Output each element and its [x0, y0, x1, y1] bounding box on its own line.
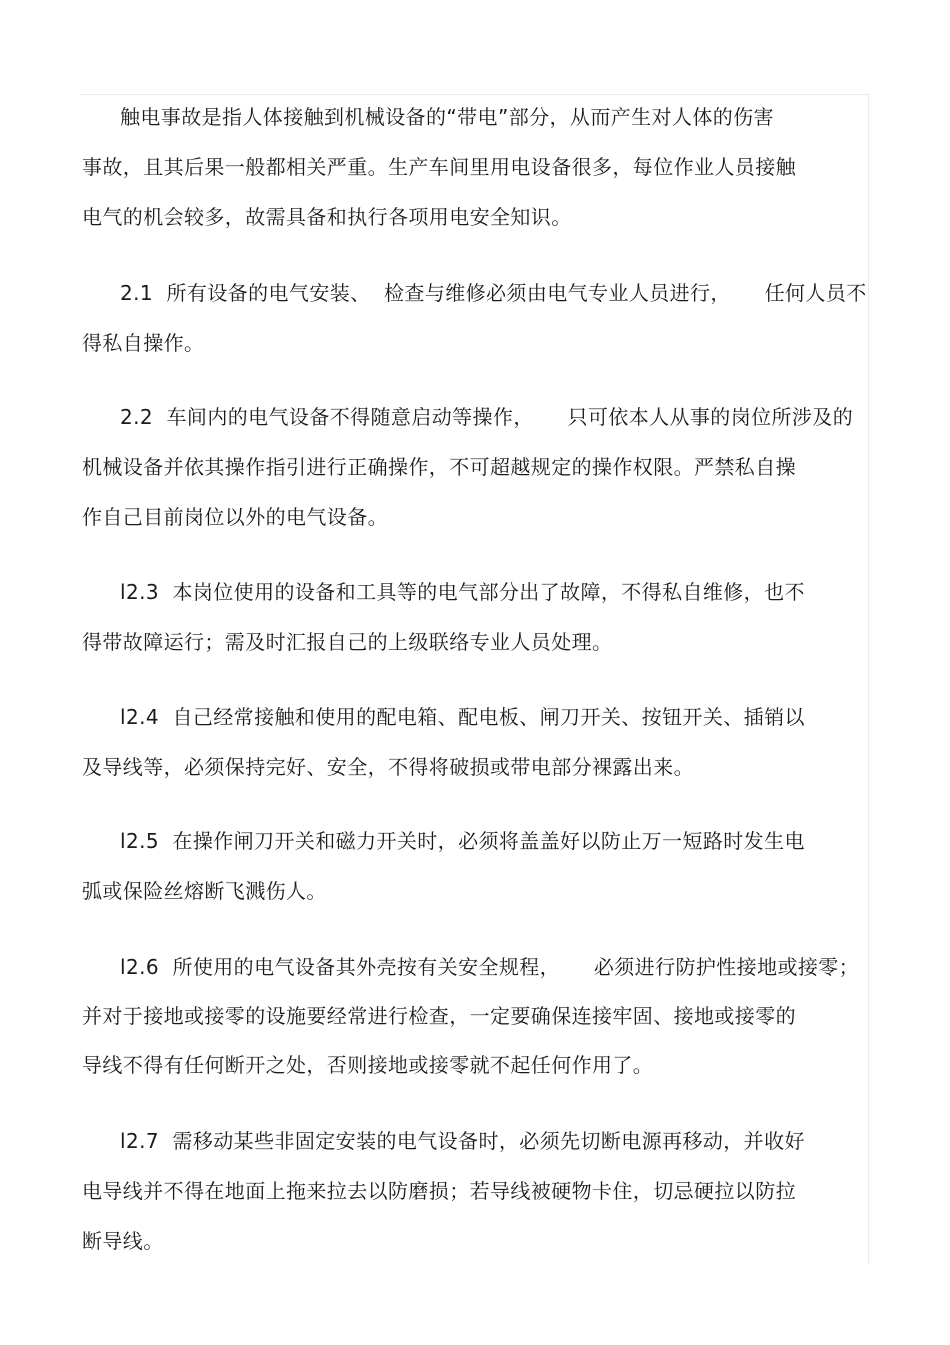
text-line: l2.4 自己经常接触和使用的配电箱、配电板、闸刀开关、按钮开关、插销以: [120, 705, 805, 729]
text-line: 机械设备并依其操作指引进行正确操作，不可超越规定的操作权限。严禁私自操: [82, 455, 796, 479]
text-line: l2.3 本岗位使用的设备和工具等的电气部分出了故障，不得私自维修，也不: [120, 580, 805, 604]
text-line: l2.5 在操作闸刀开关和磁力开关时，必须将盖盖好以防止万一短路时发生电: [120, 829, 805, 853]
text-line: l2.7 需移动某些非固定安装的电气设备时，必须先切断电源再移动，并收好: [120, 1129, 805, 1153]
text-line: 得私自操作。: [82, 331, 205, 355]
text-line: 断导线。: [82, 1229, 164, 1253]
text-line: 2.2 车间内的电气设备不得随意启动等操作， 只可依本人从事的岗位所涉及的: [120, 405, 854, 429]
text-line: l2.6 所使用的电气设备其外壳按有关安全规程， 必须进行防护性接地或接零；: [120, 955, 860, 979]
text-line: 触电事故是指人体接触到机械设备的“带电”部分，从而产生对人体的伤害: [120, 105, 774, 129]
text-line: 电气的机会较多，故需具备和执行各项用电安全知识。: [82, 205, 572, 229]
text-line: 及导线等，必须保持完好、安全，不得将破损或带电部分裸露出来。: [82, 755, 694, 779]
text-line: 事故，且其后果一般都相关严重。生产车间里用电设备很多，每位作业人员接触: [82, 155, 796, 179]
text-line: 2.1 所有设备的电气安装、 检查与维修必须由电气专业人员进行， 任何人员不: [120, 281, 867, 305]
text-line: 导线不得有任何断开之处，否则接地或接零就不起任何作用了。: [82, 1053, 654, 1077]
text-line: 并对于接地或接零的设施要经常进行检查，一定要确保连接牢固、接地或接零的: [82, 1004, 796, 1028]
text-line: 作自己目前岗位以外的电气设备。: [82, 505, 388, 529]
text-line: 电导线并不得在地面上拖来拉去以防磨损；若导线被硬物卡住，切忌硬拉以防拉: [82, 1179, 796, 1203]
text-line: 得带故障运行；需及时汇报自己的上级联络专业人员处理。: [82, 630, 613, 654]
text-line: 弧或保险丝熔断飞溅伤人。: [82, 879, 327, 903]
